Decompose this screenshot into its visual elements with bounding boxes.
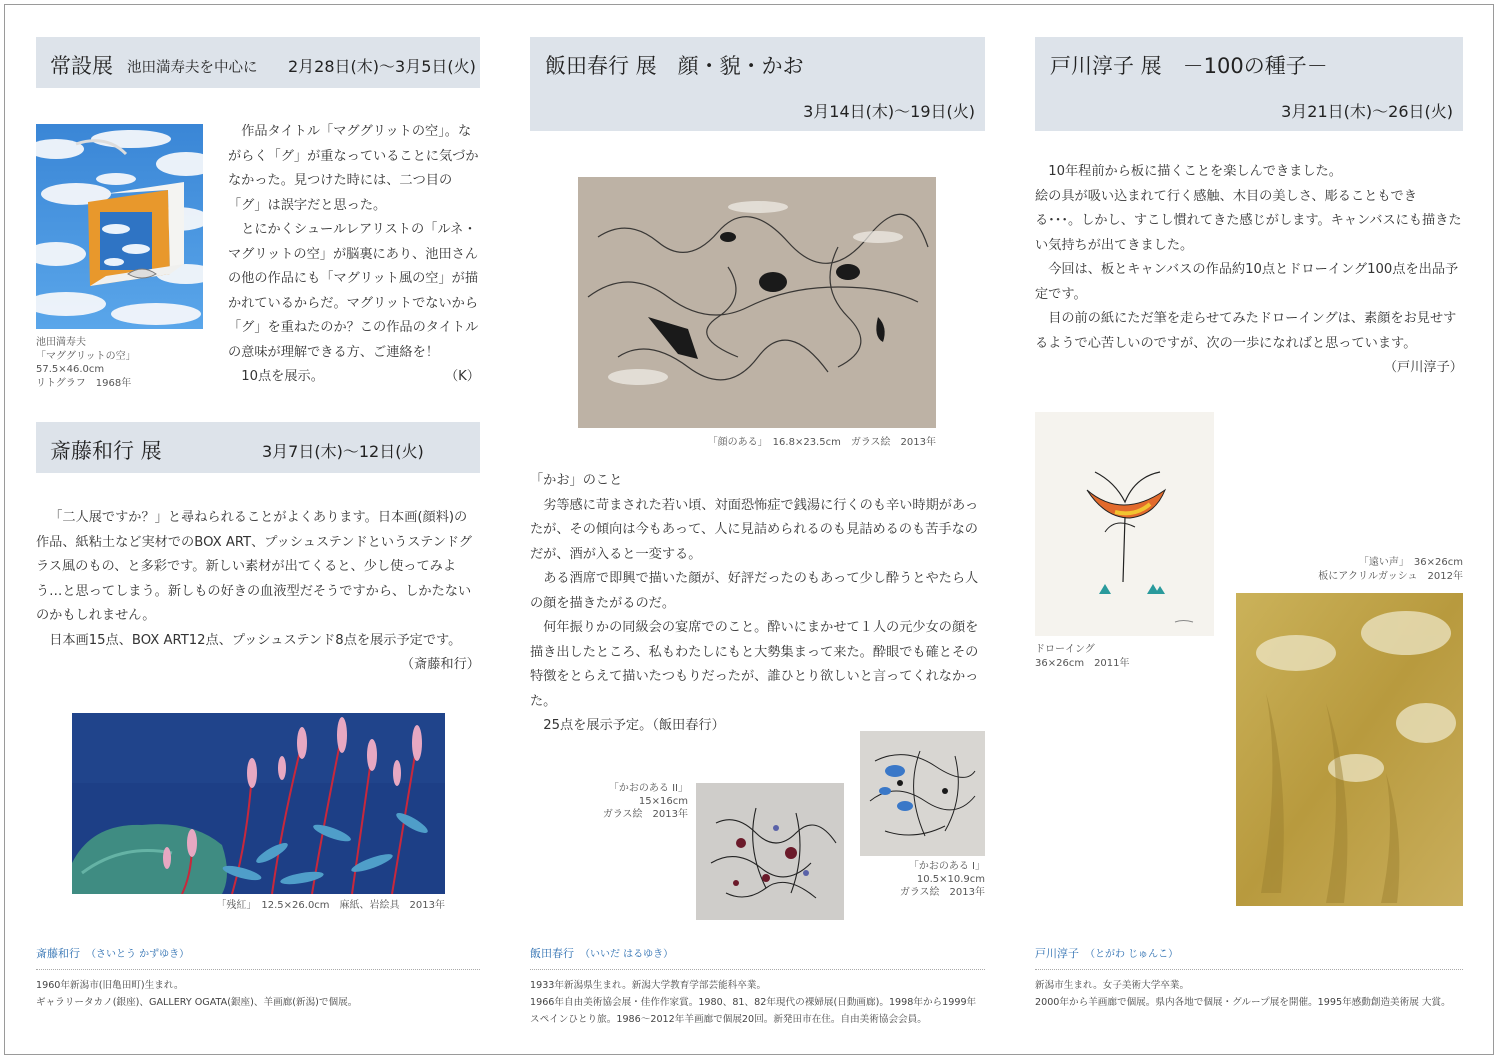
artwork-caption: 「顔のある」 16.8×23.5cm ガラス絵 2013年 <box>707 437 936 448</box>
caption-medium: 板にアクリルガッシュ 2012年 <box>1318 571 1463 582</box>
artwork-caption: 「残紅」 12.5×26.0cm 麻紙、岩絵具 2013年 <box>216 900 445 911</box>
exhibition-title: 戸川淳子 展 －100の種子－ <box>1050 54 1328 78</box>
caption-title: ドローイング <box>1035 644 1095 655</box>
paragraph-text: 10点を展示。 <box>241 369 324 384</box>
artist-name-text: 飯田春行 <box>530 947 574 960</box>
exhibition-dates: 2月28日(木)～3月5日(火) <box>288 57 476 76</box>
artist-bio <box>530 977 985 1028</box>
artist-name-text: 戸川淳子 <box>1035 947 1079 960</box>
bio-line: 1960年新潟市(旧亀田町)生まれ。 <box>36 980 184 991</box>
signature: （斎藤和行） <box>400 657 480 672</box>
bio-line: 2000年から羊画廊で個展。県内各地で個展・グループ展を開催。1995年感動創造美術展 大賞。 <box>1035 997 1451 1008</box>
paragraph: とにかくシュールレアリストの「ルネ・マグリットの空」が脳裏にあり、池田さんの他の作品にも「マグリット風の空」が描かれているからだ。マグリットでないから「グ」を重ねたのか？この作品のタイトルの意味が理解できる方、ご連絡を！ <box>228 222 479 360</box>
exhibition-text <box>228 120 480 390</box>
artwork-drawing <box>1035 412 1214 636</box>
artist-bio <box>36 977 480 1011</box>
artwork-magritte-sky <box>36 124 203 329</box>
paragraph <box>228 365 480 390</box>
artist-name-reading: （さいとう かずゆき） <box>86 949 190 960</box>
exhibition-text <box>1035 160 1463 381</box>
exhibition-title: 常設展 <box>50 54 113 78</box>
divider <box>1035 969 1463 970</box>
paragraph-lead: 「かお」のこと <box>530 473 623 488</box>
exhibition-dates: 3月7日(木)～12日(火) <box>262 442 424 461</box>
paragraph: 10年程前から板に描くことを楽しんできました。 <box>1048 164 1342 179</box>
exhibition-header-iida <box>530 37 985 131</box>
paragraph: 日本画15点、BOX ART12点、プッシュステンド8点を展示予定です。 <box>49 632 462 648</box>
caption-title: 「マググリットの空」 <box>36 350 136 362</box>
caption-size: 57.5×46.0cm <box>36 364 105 375</box>
artist-name-reading: （とがわ じゅんこ） <box>1085 949 1179 960</box>
artist-name-text: 斎藤和行 <box>36 947 80 960</box>
bio-line: 1966年自由美術協会展・佳作作家賞。1980、81、82年現代の裸婦展(日動画廊)。1998年から1999年スペインひとり旅。1986～2012年羊画廊で個展20回。新発田市在住。自由美術協会会員。 <box>530 997 977 1025</box>
exhibition-title: 斎藤和行 展 <box>50 439 162 463</box>
caption-title: 「遠い声」 36×26cm <box>1358 557 1463 568</box>
signature: （K） <box>444 369 480 384</box>
paragraph: 「二人展ですか？」と尋ねられることがよくあります。日本画(顔料)の作品、紙粘土など実材でのBOX ART、プッシュステンドというステンドグラス風のもの、と多彩です。新しい素材が出てくると、少し使ってみよう…と思ってしまう。新しもの好きの血液型だそうですから、しかたないのかもしれません。 <box>36 510 472 623</box>
paragraph: 何年振りかの同級会の宴席でのこと。酔いにまかせて１人の元少女の顔を描き出したところ、私もわたしにもと大勢集まって来た。酔眼でも確とその特徴をとらえて描いたつもりだったが、誰ひとり欲しいと言ってくれなかった。 <box>530 620 979 709</box>
artist-name-reading: （いいだ はるゆき） <box>580 949 674 960</box>
paragraph: 目の前の紙にただ筆を走らせてみたドローイングは、素顔をお見せするようで心苦しいのですが、次の一歩になればと思っています。 <box>1035 311 1457 351</box>
artwork-caption <box>36 336 136 390</box>
paragraph: ある酒席で即興で描いた顔が、好評だったのもあって少し酔うとやたら人の顔を描きたがるのだ。 <box>530 571 979 611</box>
exhibition-header-permanent <box>36 37 480 88</box>
exhibition-header-togawa <box>1035 37 1463 131</box>
paragraph: 劣等感に苛まされた若い頃、対面恐怖症で銭湯に行くのも辛い時期があったが、その傾向は今もあって、人に見詰められるのも見詰めるのも苦手なのだが、酒が入ると一変する。 <box>530 497 979 562</box>
artist-name <box>530 945 673 961</box>
artwork-caption <box>1035 643 1130 671</box>
exhibition-text <box>530 469 985 739</box>
bio-line: ギャラリータカノ(銀座)、GALLERY OGATA(銀座)、羊画廊(新潟)で個展。 <box>36 997 358 1008</box>
divider <box>530 969 985 970</box>
artwork-caption <box>1236 556 1463 584</box>
artwork-caption <box>860 860 985 899</box>
artist-name <box>1035 945 1178 961</box>
caption-size: 36×26cm 2011年 <box>1035 658 1130 669</box>
artwork-caption <box>560 782 688 821</box>
paragraph: 絵の具が吸い込まれて行く感触、木目の美しさ、彫ることもできる･･･。しかし、すこし慣れてきた感じがします。キャンバスにも描きたい気持ちが出てきました。 <box>1035 188 1462 253</box>
artwork-kao-no-aru-2 <box>696 783 844 920</box>
divider <box>36 969 480 970</box>
caption-artist: 池田満寿夫 <box>36 337 86 348</box>
artist-bio <box>1035 977 1463 1011</box>
exhibition-subtitle: 池田満寿夫を中心に <box>127 60 258 76</box>
caption-medium: リトグラフ 1968年 <box>36 377 132 389</box>
caption-medium: ガラス絵 2013年 <box>602 809 688 820</box>
bio-line: 新潟市生まれ。女子美術大学卒業。 <box>1035 980 1190 991</box>
artwork-kao-no-aru <box>578 177 936 428</box>
exhibition-text <box>36 506 480 678</box>
caption-title: 「かおのある I」 <box>908 861 985 872</box>
paragraph: 今回は、板とキャンバスの作品約10点とドローイング100点を出品予定です。 <box>1035 262 1459 302</box>
artwork-zanko <box>72 713 445 894</box>
bio-line: 1933年新潟県生まれ。新潟大学教育学部芸能科卒業。 <box>530 980 767 991</box>
artwork-kao-no-aru-1 <box>860 731 985 856</box>
paragraph: 25点を展示予定。（飯田春行） <box>543 718 725 733</box>
paragraph: 作品タイトル「マググリットの空」。ながらく「グ」が重なっていることに気づかなかった。見つけた時には、二つ目の「グ」は誤字だと思った。 <box>228 124 479 213</box>
caption-title: 「かおのある II」 <box>608 783 688 794</box>
caption-size: 10.5×10.9cm <box>916 874 985 885</box>
artwork-tooi-koe <box>1236 593 1463 906</box>
caption-size: 15×16cm <box>638 796 688 807</box>
artist-name <box>36 945 189 961</box>
exhibition-dates: 3月21日(木)～26日(火) <box>1281 102 1453 121</box>
exhibition-dates: 3月14日(木)～19日(火) <box>803 102 975 121</box>
signature: （戸川淳子） <box>1383 360 1463 375</box>
exhibition-header-saito <box>36 422 480 473</box>
caption-medium: ガラス絵 2013年 <box>899 887 985 898</box>
exhibition-title: 飯田春行 展 顔・貌・かお <box>545 54 804 78</box>
